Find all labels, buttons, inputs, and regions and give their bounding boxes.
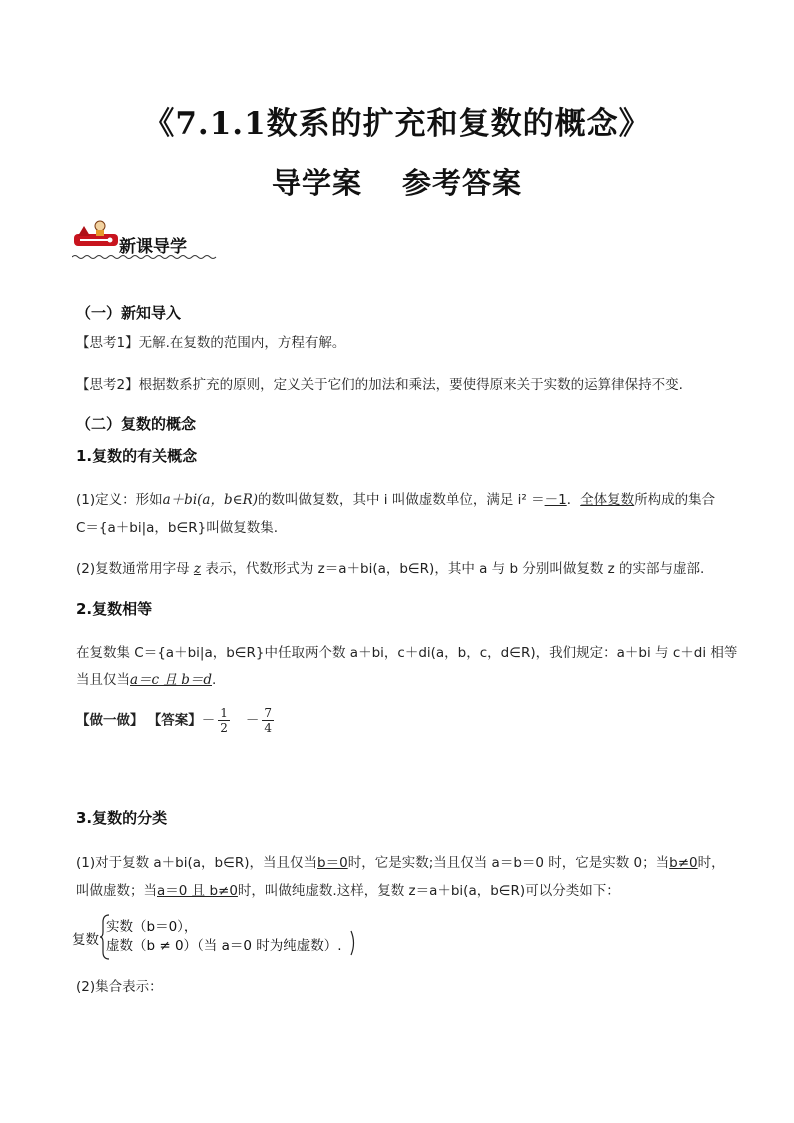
sub2-heading: 2.复数相等 [76,600,153,618]
lesson-logo-icon [72,218,120,254]
class-imaginary: 虚数（b ≠ 0）（当 a＝0 时为纯虚数）. [106,938,342,954]
class-pure-imag-cond: a＝0 且 b≠0 [157,883,238,899]
condition-dot: . [211,672,217,688]
part1-heading: （一）新知导入 [76,304,182,322]
classification-line1 [76,851,725,871]
think2-text: 根据数系扩充的原则，定义关于它们的加法和乘法，要使得原来关于实数的运算律保持不变. [138,377,683,393]
practice-answer [76,706,277,735]
class-real: 实数（b＝0）， [106,919,198,935]
class-line2-a: 叫做虚数；当 [76,883,157,899]
definition-suffix: 所构成的集合 [634,492,716,508]
all-complex-underlined: 全体复数 [580,492,635,508]
think1-label: 【思考1】 [76,335,139,351]
notation-prefix: (2)复数通常用字母 [76,561,190,577]
answer1-sign: － [201,712,216,729]
class-line1-b: 时，它是实数;当且仅当 a＝b＝0 时，它是实数 0；当 [347,855,670,871]
subtitle-answers: 参考答案 [402,166,523,200]
answer2-denominator: 4 [264,721,272,735]
class-line2-b: 时，叫做纯虚数.这样，复数 z＝a＋bi(a，b∈R)可以分类如下： [237,883,620,899]
i-squared-value: －1 [544,492,567,508]
class-b-zero: b＝0 [317,855,348,871]
complex-set-line: C＝{a＋bi|a，b∈R}叫做复数集. [76,520,279,536]
class-line1-c: 时， [697,855,725,871]
definition-line [76,488,715,508]
class-b-nonzero: b≠0 [669,855,698,871]
equality-condition [76,668,216,688]
think2 [76,373,683,393]
wavy-underline [72,254,217,260]
think1 [76,331,345,351]
answer2-fraction [262,706,274,735]
class-line1-a: (1)对于复数 a＋bi(a，b∈R)，当且仅当 [76,855,318,871]
answer2-numerator: 7 [264,706,272,720]
answer1-fraction [218,706,230,735]
class-label: 复数 [72,932,99,948]
definition-expr: a＋bi(a，b∈R) [162,492,259,508]
think2-label: 【思考2】 [76,377,139,393]
think1-text: 无解.在复数的范围内，方程有解。 [138,335,346,351]
condition-underlined: a＝c 且 b＝d [130,672,212,688]
sub1-heading: 1.复数的有关概念 [76,447,198,465]
practice-label: 【做一做】 [76,712,144,729]
definition-prefix: (1)定义：形如 [76,492,163,508]
document-subtitle [0,161,794,202]
notation-line [76,557,704,577]
letter-z: z [193,561,202,577]
subtitle-guide: 导学案 [271,166,362,200]
definition-dot: ． [566,492,581,508]
part2-heading: （二）复数的概念 [76,415,197,433]
sub3-heading: 3.复数的分类 [76,809,168,827]
document-title: 《7.1.1数系的扩充和复数的概念》 [143,106,651,142]
answer1-numerator: 1 [220,706,228,720]
right-paren-icon [349,930,357,956]
answer1-denominator: 2 [220,721,228,735]
set-representation: (2)集合表示： [76,979,163,995]
equality-line: 在复数集 C＝{a＋bi|a，b∈R}中任取两个数 a＋bi，c＋di(a，b，c，d∈R)，我们规定：a＋bi 与 c＋di 相等 [76,645,738,661]
answer2-sign: － [245,712,260,729]
condition-prefix: 当且仅当 [76,672,130,688]
classification-line2 [76,879,620,899]
definition-mid: 的数叫做复数，其中 i 叫做虚数单位，满足 i² ＝ [258,492,545,508]
answer-label: 【答案】 [147,712,202,729]
notation-suffix: 表示，代数形式为 z＝a＋bi(a，b∈R)，其中 a 与 b 分别叫做复数 z 的实部与虚部. [205,561,705,577]
section-heading: 新课导学 [119,237,187,257]
